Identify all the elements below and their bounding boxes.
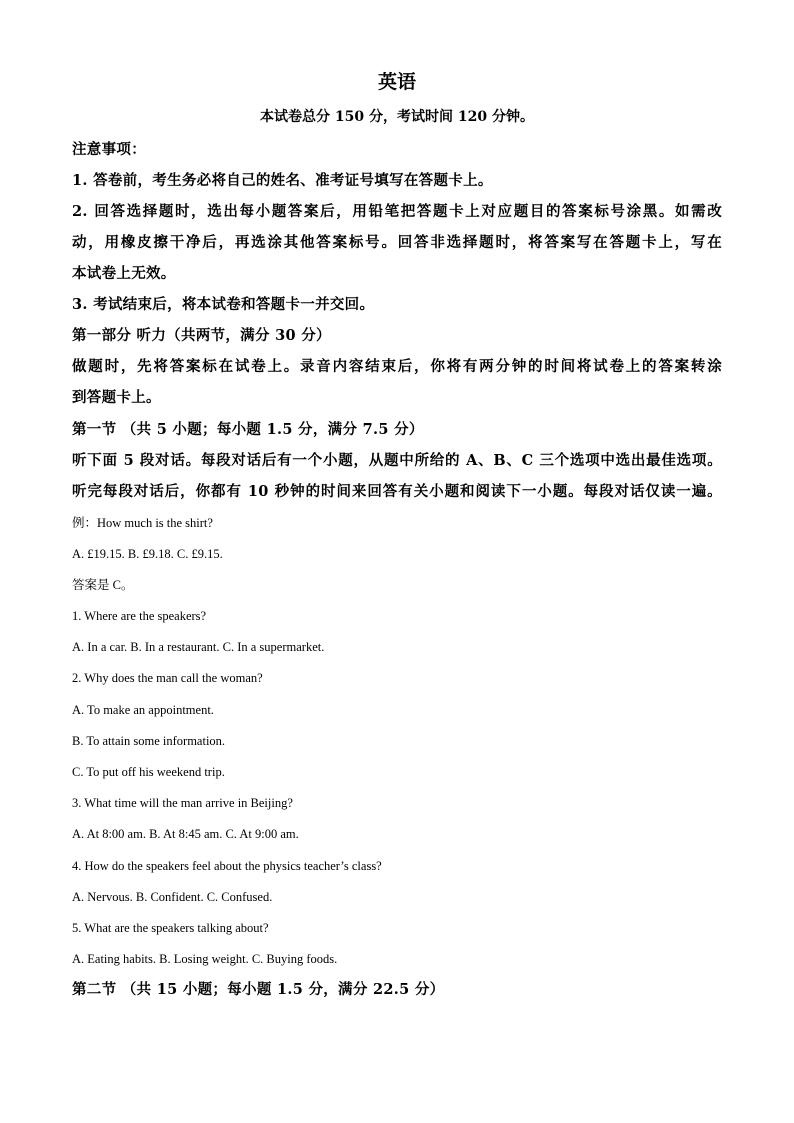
- question-2: 2. Why does the man call the woman?: [72, 671, 263, 685]
- section1-heading: 第一节 （共 5 小题；每小题 1.5 分，满分 7.5 分）: [72, 421, 424, 438]
- notice-item-1: 1. 答卷前，考生务必将自己的姓名、准考证号填写在答题卡上。: [72, 172, 493, 189]
- question-3: 3. What time will the man arrive in Beijing?: [72, 796, 293, 810]
- question-5: 5. What are the speakers talking about?: [72, 921, 269, 935]
- notice-item-2-line-2: 动，用橡皮擦干净后，再选涂其他答案标号。回答非选择题时，将答案写在答题卡上，写在: [72, 234, 722, 251]
- exam-info: 本试卷总分 150 分，考试时间 120 分钟。: [260, 109, 534, 125]
- part1-instruction-line-2: 到答题卡上。: [72, 389, 161, 406]
- section1-instruction-line-1: 听下面 5 段对话。每段对话后有一个小题，从题中所给的 A、B、C 三个选项中选出最佳选项。: [72, 452, 722, 469]
- question-4: 4. How do the speakers feel about the physics teacher’s class?: [72, 859, 382, 873]
- example-question: 例：How much is the shirt?: [72, 516, 213, 530]
- section1-instruction-line-2: 听完每段对话后，你都有 10 秒钟的时间来回答有关小题和阅读下一小题。每段对话仅读一遍。: [72, 483, 722, 500]
- question-2-option-a: A. To make an appointment.: [72, 703, 214, 717]
- page-title: 英语: [377, 71, 416, 93]
- question-5-options: A. Eating habits. B. Losing weight. C. Buying foods.: [72, 952, 338, 966]
- example-options: A. £19.15. B. £9.18. C. £9.15.: [72, 547, 223, 561]
- question-2-option-c: C. To put off his weekend trip.: [72, 765, 225, 779]
- question-1-options: A. In a car. B. In a restaurant. C. In a supermarket.: [72, 640, 325, 654]
- notice-item-2-line-1: 2. 回答选择题时，选出每小题答案后，用铅笔把答题卡上对应题目的答案标号涂黑。如需改: [72, 203, 722, 220]
- question-1: 1. Where are the speakers?: [72, 609, 207, 623]
- notice-item-2-line-3: 本试卷上无效。: [72, 265, 176, 282]
- example-answer: 答案是 C。: [72, 578, 134, 592]
- notice-heading: 注意事项：: [72, 141, 146, 158]
- part1-heading: 第一部分 听力（共两节，满分 30 分）: [72, 327, 331, 344]
- question-3-options: A. At 8:00 am. B. At 8:45 am. C. At 9:00 am.: [72, 827, 299, 841]
- notice-item-3: 3. 考试结束后，将本试卷和答题卡一并交回。: [72, 296, 375, 313]
- question-2-option-b: B. To attain some information.: [72, 734, 226, 748]
- section2-heading: 第二节 （共 15 小题；每小题 1.5 分，满分 22.5 分）: [72, 981, 445, 998]
- part1-instruction-line-1: 做题时，先将答案标在试卷上。录音内容结束后，你将有两分钟的时间将试卷上的答案转涂: [72, 358, 722, 375]
- question-4-options: A. Nervous. B. Confident. C. Confused.: [72, 890, 273, 904]
